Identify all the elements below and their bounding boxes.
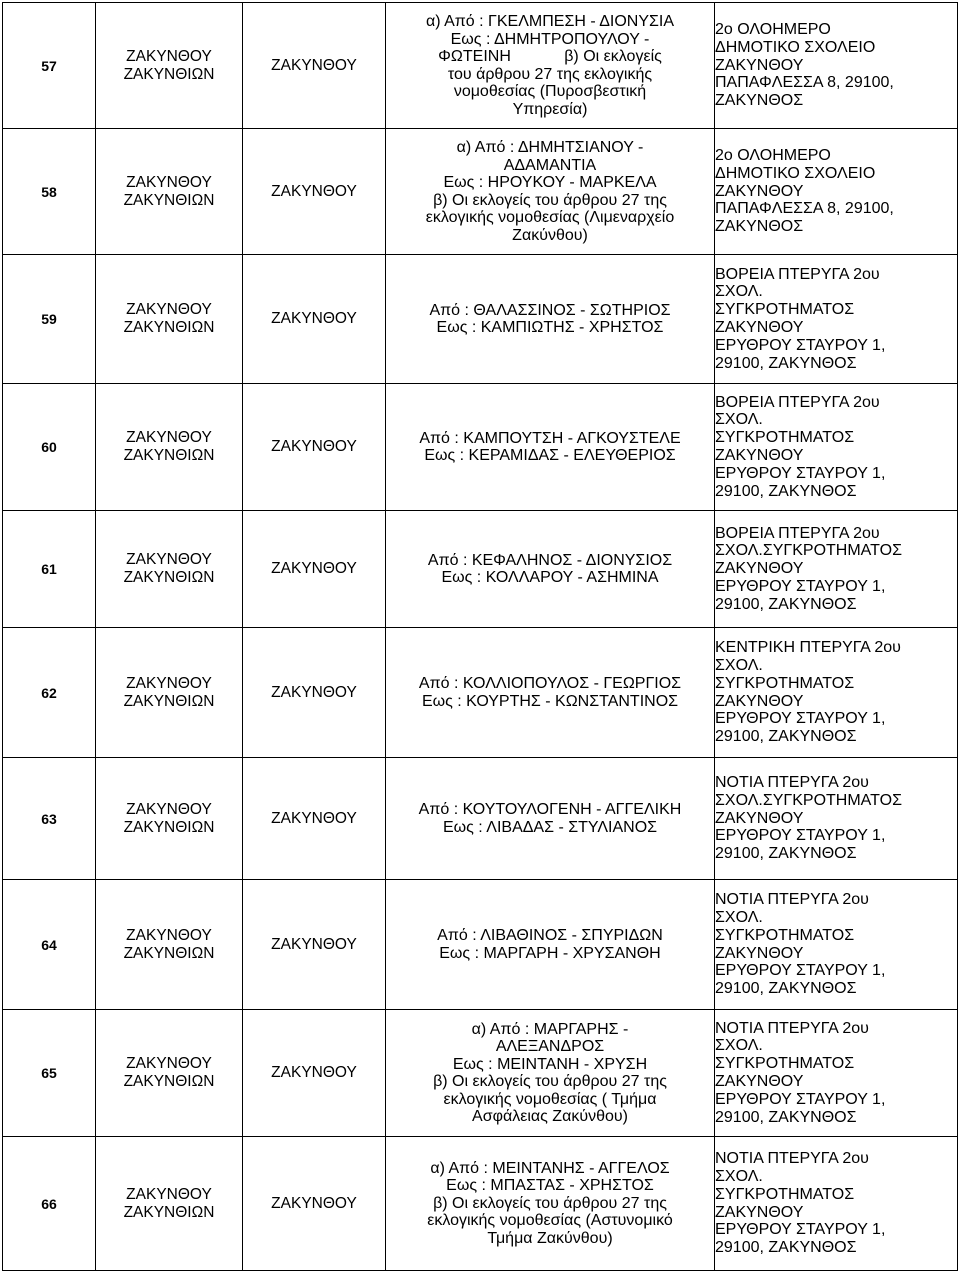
venue-line: ΖΑΚΥΝΘΟΥ bbox=[715, 319, 804, 336]
table-row bbox=[3, 384, 958, 511]
station-number: 61 bbox=[3, 511, 96, 628]
venue-line: ΣΧΟΛ. bbox=[715, 656, 763, 674]
range-line: ΑΛΕΞΑΝΔΡΟΣ bbox=[495, 1038, 605, 1055]
range-line: εκλογικής νομοθεσίας ( Τμήμα bbox=[443, 1090, 657, 1108]
range-line: Από : ΚΑΜΠΟΥΤΣΗ - ΑΓΚΟΥΣΤΕΛΕ bbox=[419, 429, 681, 447]
venue-line: ΣΥΓΚΡΟΤΗΜΑΤΟΣ bbox=[715, 1055, 855, 1073]
station-number: 62 bbox=[3, 628, 96, 758]
venue-cell bbox=[715, 384, 958, 511]
voter-range-cell bbox=[386, 628, 715, 758]
range-line: Από : ΛΙΒΑΘΙΝΟΣ - ΣΠΥΡΙΔΩΝ bbox=[437, 927, 663, 944]
venue-line: ΣΧΟΛ. bbox=[715, 411, 763, 429]
range-line: Εως : ΚΟΛΛΑΡΟΥ - ΑΣΗΜΙΝΑ bbox=[441, 569, 659, 586]
region-cell: ΖΑΚΥΝΘΟΥ bbox=[243, 384, 386, 511]
range-line: β) Οι εκλογείς του άρθρου 27 της bbox=[433, 1194, 667, 1212]
municipality-line: ΖΑΚΥΝΘΙΩΝ bbox=[123, 1203, 215, 1221]
municipality-cell bbox=[96, 880, 243, 1010]
range-line: νομοθεσίας (Πυροσβεστική bbox=[453, 83, 647, 100]
municipality-line: ΖΑΚΥΝΘΟΥ bbox=[126, 301, 212, 318]
table-body bbox=[3, 3, 958, 1271]
venue-line: ΠΑΠΑΦΛΕΣΣΑ 8, 29100, bbox=[715, 200, 894, 218]
venue-cell bbox=[715, 255, 958, 384]
range-line: Εως : ΚΑΜΠΙΩΤΗΣ - ΧΡΗΣΤΟΣ bbox=[436, 319, 664, 336]
voter-range-cell bbox=[386, 255, 715, 384]
range-line: α) Από : ΜΕΙΝΤΑΝΗΣ - ΑΓΓΕΛΟΣ bbox=[430, 1159, 670, 1177]
venue-line: ΒΟΡΕΙΑ ΠΤΕΡΥΓΑ 2ου bbox=[715, 265, 880, 283]
venue-line: ΖΑΚΥΝΘΟΥ bbox=[715, 809, 804, 827]
table-row bbox=[3, 628, 958, 758]
voter-range-cell bbox=[386, 3, 715, 129]
venue-line: 2ο ΟΛΟΗΜΕΡΟ bbox=[715, 21, 831, 38]
municipality-cell bbox=[96, 129, 243, 255]
municipality-line: ΖΑΚΥΝΘΙΩΝ bbox=[123, 191, 215, 209]
venue-line: ΖΑΚΥΝΘΟΥ bbox=[715, 182, 804, 200]
range-line: ΑΔΑΜΑΝΤΙΑ bbox=[503, 156, 597, 174]
station-number: 64 bbox=[3, 880, 96, 1010]
venue-line: ΒΟΡΕΙΑ ΠΤΕΡΥΓΑ 2ου bbox=[715, 524, 880, 542]
table-row bbox=[3, 511, 958, 628]
range-line: Από : ΚΟΥΤΟΥΛΟΓΕΝΗ - ΑΓΓΕΛΙΚΗ bbox=[418, 801, 682, 818]
municipality-cell bbox=[96, 3, 243, 129]
venue-line: ΣΧΟΛ. bbox=[715, 908, 763, 926]
range-line: ΦΩΤΕΙΝΗ β) Οι εκλογείς bbox=[438, 48, 662, 65]
venue-cell bbox=[715, 1010, 958, 1137]
range-line: Εως : ΚΟΥΡΤΗΣ - ΚΩΝΣΤΑΝΤΙΝΟΣ bbox=[421, 692, 679, 710]
venue-line: 2ο ΟΛΟΗΜΕΡΟ bbox=[715, 147, 831, 164]
municipality-line: ΖΑΚΥΝΘΟΥ bbox=[126, 800, 212, 818]
voter-range-cell bbox=[386, 880, 715, 1010]
venue-cell bbox=[715, 758, 958, 880]
range-line: Εως : ΜΠΑΣΤΑΣ - ΧΡΗΣΤΟΣ bbox=[446, 1177, 654, 1195]
municipality-line: ΖΑΚΥΝΘΟΥ bbox=[126, 674, 212, 692]
municipality-line: ΖΑΚΥΝΘΟΥ bbox=[126, 173, 212, 191]
region-cell: ΖΑΚΥΝΘΟΥ bbox=[243, 255, 386, 384]
venue-line: ΣΧΟΛ. bbox=[715, 1167, 763, 1185]
range-line: Εως : ΗΡΟΥΚΟΥ - ΜΑΡΚΕΛΑ bbox=[443, 174, 657, 191]
region-cell: ΖΑΚΥΝΘΟΥ bbox=[243, 3, 386, 129]
municipality-line: ΖΑΚΥΝΘΟΥ bbox=[126, 551, 212, 568]
venue-line: ΖΑΚΥΝΘΟΥ bbox=[715, 560, 804, 578]
station-number: 57 bbox=[3, 3, 96, 129]
venue-line: ΕΡΥΘΡΟΥ ΣΤΑΥΡΟΥ 1, bbox=[715, 577, 886, 595]
municipality-line: ΖΑΚΥΝΘΟΥ bbox=[126, 429, 212, 446]
venue-line: ΠΑΠΑΦΛΕΣΣΑ 8, 29100, bbox=[715, 74, 894, 92]
venue-cell bbox=[715, 880, 958, 1010]
station-number: 65 bbox=[3, 1010, 96, 1137]
venue-line: ΝΟΤΙΑ ΠΤΕΡΥΓΑ 2ου bbox=[715, 774, 869, 791]
venue-line: 29100, ΖΑΚΥΝΘΟΣ bbox=[715, 482, 857, 500]
range-line: Εως : ΛΙΒΑΔΑΣ - ΣΤΥΛΙΑΝΟΣ bbox=[442, 818, 658, 836]
municipality-cell bbox=[96, 628, 243, 758]
venue-line: ΖΑΚΥΝΘΟΥ bbox=[715, 1203, 804, 1221]
station-number: 60 bbox=[3, 384, 96, 511]
region-cell: ΖΑΚΥΝΘΟΥ bbox=[243, 1010, 386, 1137]
range-line: β) Οι εκλογείς του άρθρου 27 της bbox=[433, 1073, 667, 1090]
venue-line: ΣΧΟΛ.ΣΥΓΚΡΟΤΗΜΑΤΟΣ bbox=[715, 542, 902, 560]
voter-range-cell bbox=[386, 1137, 715, 1271]
municipality-line: ΖΑΚΥΝΘΙΩΝ bbox=[123, 692, 215, 710]
voter-range-cell bbox=[386, 511, 715, 628]
range-line: α) Από : ΓΚΕΛΜΠΕΣΗ - ΔΙΟΝΥΣΙΑ bbox=[425, 13, 675, 30]
venue-line: ΣΧΟΛ. bbox=[715, 283, 763, 301]
venue-line: 29100, ΖΑΚΥΝΘΟΣ bbox=[715, 595, 857, 613]
municipality-line: ΖΑΚΥΝΘΟΥ bbox=[126, 926, 212, 944]
venue-line: ΝΟΤΙΑ ΠΤΕΡΥΓΑ 2ου bbox=[715, 891, 869, 909]
venue-cell bbox=[715, 628, 958, 758]
municipality-line: ΖΑΚΥΝΘΙΩΝ bbox=[123, 319, 215, 336]
municipality-cell bbox=[96, 511, 243, 628]
range-line: α) Από : ΜΑΡΓΑΡΗΣ - bbox=[471, 1020, 629, 1038]
municipality-cell bbox=[96, 1137, 243, 1271]
range-line: Ασφάλειας Ζακύνθου) bbox=[472, 1108, 628, 1125]
venue-line: ΖΑΚΥΝΘΟΥ bbox=[715, 692, 804, 710]
venue-cell bbox=[715, 1137, 958, 1271]
range-line: Τμήμα Ζακύνθου) bbox=[487, 1229, 613, 1247]
station-number: 63 bbox=[3, 758, 96, 880]
venue-line: ΣΧΟΛ. bbox=[715, 1037, 763, 1055]
station-number: 66 bbox=[3, 1137, 96, 1271]
venue-line: ΣΧΟΛ.ΣΥΓΚΡΟΤΗΜΑΤΟΣ bbox=[715, 791, 902, 809]
venue-line: 29100, ΖΑΚΥΝΘΟΣ bbox=[715, 354, 857, 372]
range-line: Από : ΚΟΛΛΙΟΠΟΥΛΟΣ - ΓΕΩΡΓΙΟΣ bbox=[418, 675, 682, 692]
venue-line: ΝΟΤΙΑ ΠΤΕΡΥΓΑ 2ου bbox=[715, 1150, 869, 1168]
region-cell: ΖΑΚΥΝΘΟΥ bbox=[243, 758, 386, 880]
venue-line: ΣΥΓΚΡΟΤΗΜΑΤΟΣ bbox=[715, 926, 855, 944]
station-number: 59 bbox=[3, 255, 96, 384]
venue-line: ΣΥΓΚΡΟΤΗΜΑΤΟΣ bbox=[715, 674, 855, 692]
venue-line: ΖΑΚΥΝΘΟΥ bbox=[715, 944, 804, 962]
region-cell: ΖΑΚΥΝΘΟΥ bbox=[243, 511, 386, 628]
venue-line: ΕΡΥΘΡΟΥ ΣΤΑΥΡΟΥ 1, bbox=[715, 336, 886, 354]
municipality-line: ΖΑΚΥΝΘΙΩΝ bbox=[123, 818, 215, 836]
venue-line: ΣΥΓΚΡΟΤΗΜΑΤΟΣ bbox=[715, 1185, 855, 1203]
venue-line: ΖΑΚΥΝΘΟΥ bbox=[715, 56, 804, 74]
municipality-line: ΖΑΚΥΝΘΙΩΝ bbox=[123, 1073, 215, 1090]
municipality-cell bbox=[96, 384, 243, 511]
venue-line: ΕΡΥΘΡΟΥ ΣΤΑΥΡΟΥ 1, bbox=[715, 1090, 886, 1108]
municipality-cell bbox=[96, 255, 243, 384]
municipality-cell bbox=[96, 1010, 243, 1137]
range-line: Εως : ΜΑΡΓΑΡΗ - ΧΡΥΣΑΝΘΗ bbox=[439, 944, 661, 962]
range-line: εκλογικής νομοθεσίας (Λιμεναρχείο bbox=[425, 209, 675, 226]
table-row bbox=[3, 129, 958, 255]
range-line: Ζακύνθου) bbox=[512, 226, 588, 244]
venue-line: ΒΟΡΕΙΑ ΠΤΕΡΥΓΑ 2ου bbox=[715, 393, 880, 411]
region-cell: ΖΑΚΥΝΘΟΥ bbox=[243, 880, 386, 1010]
venue-line: ΚΕΝΤΡΙΚΗ ΠΤΕΡΥΓΑ 2ου bbox=[715, 639, 901, 657]
venue-line: ΕΡΥΘΡΟΥ ΣΤΑΥΡΟΥ 1, bbox=[715, 464, 886, 482]
municipality-line: ΖΑΚΥΝΘΟΥ bbox=[126, 47, 212, 65]
polling-stations-table bbox=[2, 2, 958, 1271]
municipality-line: ΖΑΚΥΝΘΟΥ bbox=[126, 1055, 212, 1072]
table-row bbox=[3, 758, 958, 880]
range-line: α) Από : ΔΗΜΗΤΣΙΑΝΟΥ - bbox=[456, 139, 644, 156]
range-line: του άρθρου 27 της εκλογικής bbox=[447, 65, 653, 83]
voter-range-cell bbox=[386, 384, 715, 511]
range-line: Υπηρεσία) bbox=[512, 100, 588, 118]
range-line: Εως : ΜΕΙΝΤΑΝΗ - ΧΡΥΣΗ bbox=[452, 1055, 648, 1073]
range-line: Από : ΘΑΛΑΣΣΙΝΟΣ - ΣΩΤΗΡΙΟΣ bbox=[429, 301, 671, 319]
table-row bbox=[3, 1010, 958, 1137]
venue-line: 29100, ΖΑΚΥΝΘΟΣ bbox=[715, 845, 857, 863]
venue-line: ΕΡΥΘΡΟΥ ΣΤΑΥΡΟΥ 1, bbox=[715, 962, 886, 980]
venue-line: 29100, ΖΑΚΥΝΘΟΣ bbox=[715, 1239, 857, 1257]
venue-line: ΕΡΥΘΡΟΥ ΣΤΑΥΡΟΥ 1, bbox=[715, 710, 886, 728]
voter-range-cell bbox=[386, 1010, 715, 1137]
municipality-line: ΖΑΚΥΝΘΙΩΝ bbox=[123, 447, 215, 464]
municipality-line: ΖΑΚΥΝΘΙΩΝ bbox=[123, 944, 215, 962]
venue-line: ΝΟΤΙΑ ΠΤΕΡΥΓΑ 2ου bbox=[715, 1019, 869, 1037]
municipality-line: ΖΑΚΥΝΘΙΩΝ bbox=[123, 569, 215, 586]
venue-line: ΖΑΚΥΝΘΟΥ bbox=[715, 1073, 804, 1090]
table-row bbox=[3, 255, 958, 384]
voter-range-cell bbox=[386, 129, 715, 255]
venue-cell bbox=[715, 129, 958, 255]
municipality-cell bbox=[96, 758, 243, 880]
venue-line: ΖΑΚΥΝΘΟΣ bbox=[715, 218, 804, 236]
region-cell: ΖΑΚΥΝΘΟΥ bbox=[243, 129, 386, 255]
venue-cell bbox=[715, 511, 958, 628]
table-row bbox=[3, 1137, 958, 1271]
range-line: Από : ΚΕΦΑΛΗΝΟΣ - ΔΙΟΝΥΣΙΟΣ bbox=[427, 551, 673, 569]
municipality-line: ΖΑΚΥΝΘΙΩΝ bbox=[123, 65, 215, 83]
venue-line: ΣΥΓΚΡΟΤΗΜΑΤΟΣ bbox=[715, 429, 855, 447]
range-line: Εως : ΚΕΡΑΜΙΔΑΣ - ΕΛΕΥΘΕΡΙΟΣ bbox=[424, 447, 676, 464]
venue-line: ΖΑΚΥΝΘΟΣ bbox=[715, 92, 804, 110]
table-row bbox=[3, 3, 958, 129]
range-line: εκλογικής νομοθεσίας (Αστυνομικό bbox=[427, 1212, 673, 1230]
venue-line: 29100, ΖΑΚΥΝΘΟΣ bbox=[715, 980, 857, 998]
venue-line: 29100, ΖΑΚΥΝΘΟΣ bbox=[715, 728, 857, 746]
venue-line: 29100, ΖΑΚΥΝΘΟΣ bbox=[715, 1108, 857, 1126]
range-line: β) Οι εκλογείς του άρθρου 27 της bbox=[433, 191, 667, 209]
venue-line: ΔΗΜΟΤΙΚΟ ΣΧΟΛΕΙΟ bbox=[715, 164, 876, 182]
range-line: Εως : ΔΗΜΗΤΡΟΠΟΥΛΟΥ - bbox=[450, 30, 650, 48]
station-number: 58 bbox=[3, 129, 96, 255]
venue-line: ΕΡΥΘΡΟΥ ΣΤΑΥΡΟΥ 1, bbox=[715, 1221, 886, 1239]
venue-line: ΣΥΓΚΡΟΤΗΜΑΤΟΣ bbox=[715, 301, 855, 319]
voter-range-cell bbox=[386, 758, 715, 880]
venue-line: ΕΡΥΘΡΟΥ ΣΤΑΥΡΟΥ 1, bbox=[715, 827, 886, 845]
table-row bbox=[3, 880, 958, 1010]
venue-line: ΔΗΜΟΤΙΚΟ ΣΧΟΛΕΙΟ bbox=[715, 38, 876, 56]
municipality-line: ΖΑΚΥΝΘΟΥ bbox=[126, 1185, 212, 1203]
venue-line: ΖΑΚΥΝΘΟΥ bbox=[715, 447, 804, 464]
venue-cell bbox=[715, 3, 958, 129]
region-cell: ΖΑΚΥΝΘΟΥ bbox=[243, 1137, 386, 1271]
region-cell: ΖΑΚΥΝΘΟΥ bbox=[243, 628, 386, 758]
